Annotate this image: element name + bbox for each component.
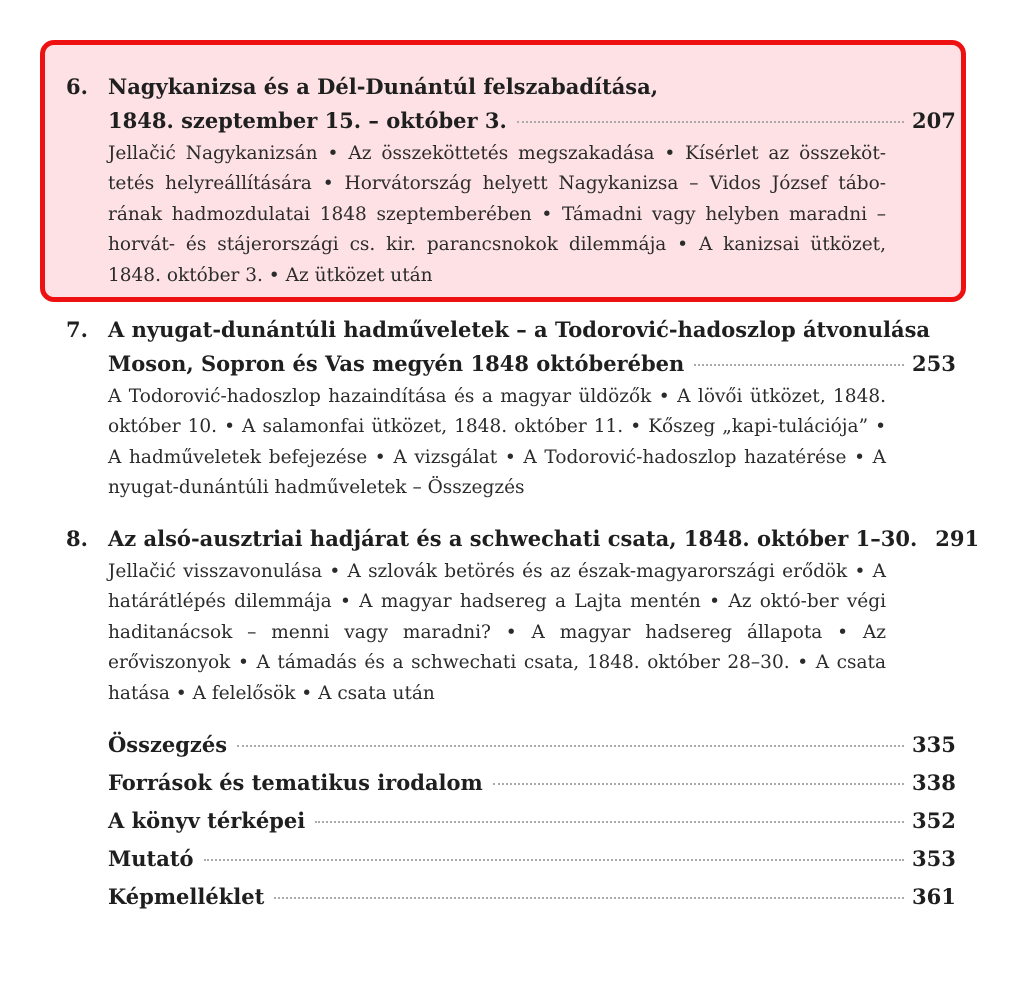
dot-leader	[493, 783, 904, 785]
page-number: 335	[912, 732, 956, 757]
page-number: 291	[935, 526, 980, 551]
toc-entry-7	[66, 313, 956, 504]
dot-leader	[237, 745, 904, 747]
entry-title-cont: 1848. szeptember 15. – október 3.	[108, 108, 507, 133]
end-matter-item	[108, 726, 956, 764]
end-matter-item	[108, 840, 956, 878]
entry-title-line1	[66, 70, 950, 104]
end-matter-title: Mutató	[108, 846, 194, 871]
entry-title: Nagykanizsa és a Dél-Dunántúl felszabadítása,	[108, 74, 659, 99]
entry-title-row	[66, 522, 980, 556]
entry-title: Az alsó-ausztriai hadjárat és a schwechati csata, 1848. október 1–30.	[108, 526, 918, 551]
page-number: 352	[912, 808, 956, 833]
end-matter-item	[108, 802, 956, 840]
entry-title-line2	[66, 347, 956, 381]
end-matter-list	[108, 726, 956, 916]
entry-description: A Todorović-hadoszlop hazaindítása és a magyar üldözők • A lövői ütközet, 1848. október 10. • A salamonfai ütközet, 1848. október 11. • Kőszeg „kapi-tulációja” • A hadműveletek befejezése • A vizsgálat • A Todorović-hadoszlop hazatérése • A nyugat-dunántúli hadműveletek – Összegzés	[108, 386, 886, 499]
entry-number: 8.	[66, 526, 88, 551]
end-matter-item	[108, 878, 956, 916]
page-number: 361	[912, 884, 956, 909]
entry-title-cont: Moson, Sopron és Vas megyén 1848 októberében	[108, 351, 685, 376]
dot-leader	[517, 121, 904, 123]
dot-leader	[274, 897, 904, 899]
page-number: 338	[912, 770, 956, 795]
toc-entry-6	[66, 70, 956, 291]
entry-title-line2	[66, 104, 956, 138]
entry-number: 7.	[66, 317, 88, 342]
end-matter-title: Összegzés	[108, 732, 228, 757]
entry-title-line1	[66, 313, 950, 347]
entry-title: A nyugat-dunántúli hadműveletek – a Todorović-hadoszlop átvonulása	[108, 317, 931, 342]
end-matter-title: Képmelléklet	[108, 884, 265, 909]
end-matter-title: A könyv térképei	[108, 808, 306, 833]
page-number: 353	[912, 846, 956, 871]
end-matter-item	[108, 764, 956, 802]
entry-description: Jellačić visszavonulása • A szlovák betörés és az észak-magyarországi erődök • A határátlépés dilemmája • A magyar hadsereg a Lajta mentén • Az októ-ber végi haditanácsok – menni vagy maradni? • A magyar hadsereg állapota • Az erőviszonyok • A támadás és a schwechati csata, 1848. október 28–30. • A csata hatása • A felelősök • A csata után	[108, 561, 886, 704]
dot-leader	[694, 364, 904, 366]
entry-number: 6.	[66, 74, 88, 99]
end-matter-title: Források és tematikus irodalom	[108, 770, 483, 795]
dot-leader	[315, 821, 904, 823]
toc-entry-8	[66, 522, 980, 709]
dot-leader	[204, 859, 904, 861]
page-number: 253	[912, 351, 956, 376]
page-number: 207	[912, 108, 956, 133]
entry-description: Jellačić Nagykanizsán • Az összeköttetés megszakadása • Kísérlet az összeköt-tetés helyreállítására • Horvátország helyett Nagykanizsa – Vidos József tábo-rának hadmozdulatai 1848 szeptemberében • Támadni vagy helyben maradni – horvát- és stájerországi cs. kir. parancsnokok dilemmája • A kanizsai ütközet, 1848. október 3. • Az ütközet után	[108, 143, 886, 286]
